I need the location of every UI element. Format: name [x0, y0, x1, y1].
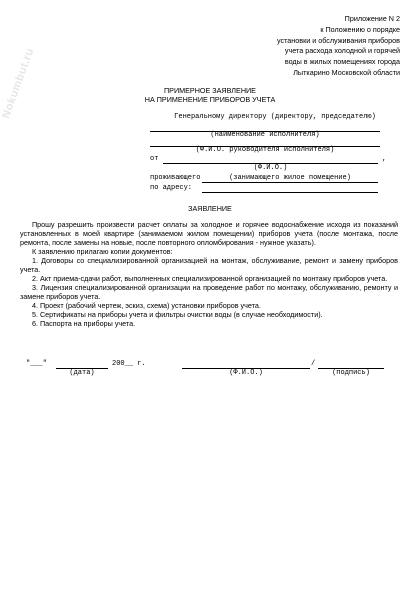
head-caption: (Ф.И.О. руководителя исполнителя) [195, 146, 335, 154]
annex-line: Приложение N 2 [344, 14, 400, 23]
annex-block [210, 14, 400, 79]
slash: / [311, 360, 316, 368]
address-line[interactable] [202, 192, 378, 193]
director-caption: Генеральному директору (директору, председателю) [174, 113, 376, 121]
date-prefix: "___" [26, 360, 48, 368]
year-label: 200__ г. [112, 360, 146, 368]
attachment-item: 5. Сертификаты на приборы учета и фильтры очистки воды (в случае необходимости). [32, 310, 323, 319]
signature-fio-caption: (Ф.И.О.) [229, 369, 263, 377]
attachment-item: 3. Лицензия специализированной организации на проведение работ по монтажу, обслуживанию, ремонту и замене приборов учета. [20, 283, 398, 301]
document-title: ЗАЯВЛЕНИЕ [188, 204, 232, 213]
executor-caption: (наименование исполнителя) [210, 131, 320, 139]
heading-line-2: НА ПРИМЕНЕНИЕ ПРИБОРОВ УЧЕТА [144, 95, 276, 104]
annex-line: к Положению о порядке [320, 24, 400, 34]
attachment-item: 2. Акт приема-сдачи работ, выполненных специализированной организацией по монтажу приборов учета. [32, 274, 388, 283]
attachments-intro: К заявлению прилагаю копии документов: [32, 247, 173, 256]
annex-line: Лыткарино Московской области [293, 67, 400, 77]
date-caption: (дата) [69, 369, 95, 377]
from-label: от [150, 155, 159, 163]
fio-caption: (Ф.И.О.) [253, 164, 288, 172]
comma: , [382, 155, 387, 163]
attachment-item: 6. Паспорта на приборы учета. [32, 319, 136, 328]
annex-line: учета расхода холодной и горячей [284, 46, 400, 56]
attachment-item: 4. Проект (рабочий чертеж, эскиз, схема) установки приборов учета. [32, 301, 261, 310]
signature-caption: (подпись) [332, 369, 370, 377]
heading-line-1: ПРИМЕРНОЕ ЗАЯВЛЕНИЕ [164, 86, 256, 95]
address-label: по адресу: [150, 184, 193, 192]
annex-line: воды в жилых помещениях города [284, 57, 400, 67]
annex-line: установки и обслуживания приборов [276, 35, 400, 45]
attachment-item: 1. Договоры со специализированной организацией на монтаж, обслуживание, ремонт и замену приборов учета. [20, 256, 398, 274]
watermark-text: Nokumbut.ru [0, 46, 37, 121]
document-heading [120, 86, 300, 104]
watermark [0, 12, 37, 122]
request-paragraph: Прошу разрешить произвести расчет оплаты за холодное и горячее водоснабжение исходя из показаний установленных в моей квартире (занимаемом жилом помещении) приборов учета (после монтажа, после ремонта, после замены на новые, после повторного опломбирования - нужное указать). [20, 220, 398, 247]
resident-label: проживающего [150, 174, 201, 182]
application-body [20, 220, 398, 328]
occupying-caption: (занимающего жилое помещение) [229, 174, 351, 182]
